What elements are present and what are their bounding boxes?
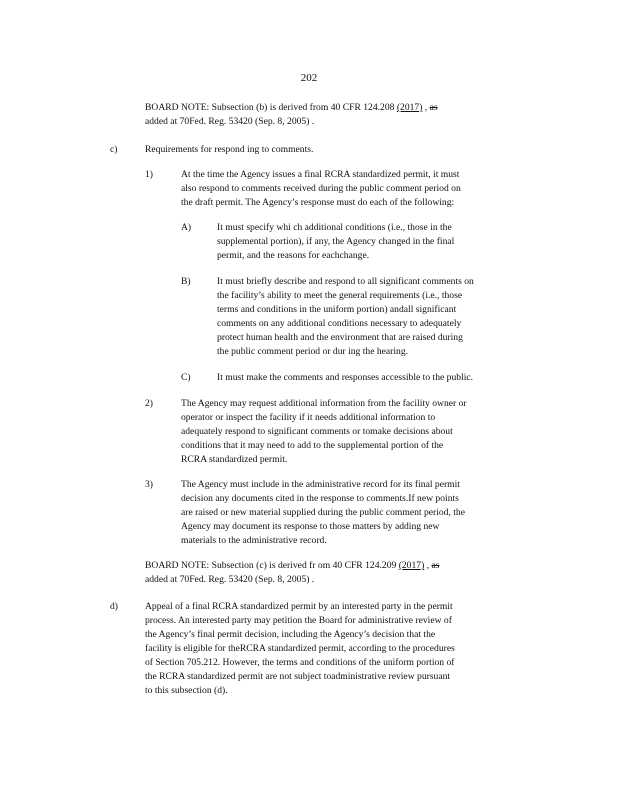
text-line: permit, and the reasons for eachchange. <box>217 250 370 261</box>
board-note-text: , <box>422 102 430 113</box>
text-line: The Agency must include in the administrative record for its final permit <box>181 479 460 490</box>
text-line: materials to the administrative record. <box>181 535 327 546</box>
item-c2-text <box>181 397 467 467</box>
text-line: the facility’s ability to meet the general requirements (i.e., those <box>217 290 463 301</box>
text-line: of Section 705.212. However, the terms and conditions of the uniform portion of <box>145 657 455 668</box>
text-line: decision any documents cited in the response to comments.If new points <box>181 493 459 504</box>
text-line: comments on any additional conditions necessary to adequately <box>217 318 462 329</box>
section-c-heading: Requirements for respond ing to comments. <box>145 144 314 155</box>
text-line: the draft permit. The Agency’s response must do each of the following: <box>181 197 455 208</box>
board-note-text: BOARD NOTE: Subsection (b) is derived from 40 CFR 124.208 <box>145 102 397 113</box>
text-line: It must specify whi ch additional conditions (i.e., those in the <box>217 222 452 233</box>
subitem-c-label: C) <box>181 372 191 383</box>
text-line: RCRA standardized permit. <box>181 454 288 465</box>
section-d-text <box>145 600 455 698</box>
text-line: to this subsection (d). <box>145 685 228 696</box>
text-line: It must briefly describe and respond to all significant comments on <box>217 276 474 287</box>
text-line: It must make the comments and responses accessible to the public. <box>217 372 474 383</box>
text-line: process. An interested party may petition the Board for administrative review of <box>145 615 452 626</box>
text-line: terms and conditions in the uniform portion) andall significant <box>217 304 457 315</box>
deleted-text: as <box>429 102 438 113</box>
section-d-label: d) <box>110 601 118 612</box>
text-line: protect human health and the environment that are raised during <box>217 332 463 343</box>
deleted-text: as <box>431 560 440 571</box>
board-note-b-line-2: added at 70Fed. Reg. 53420 (Sep. 8, 2005) . <box>145 116 315 127</box>
board-note-text: BOARD NOTE: Subsection (c) is derived fr om 40 CFR 124.209 <box>145 560 399 571</box>
text-line: facility is eligible for theRCRA standardized permit, according to the procedures <box>145 643 455 654</box>
text-line: The Agency may request additional information from the facility owner or <box>181 398 467 409</box>
subitem-b-text <box>217 275 474 359</box>
board-note-b <box>145 101 438 129</box>
board-note-b-line-1 <box>145 101 438 115</box>
text-line: At the time the Agency issues a final RCRA standardized permit, it must <box>181 169 460 180</box>
board-note-c <box>145 559 439 587</box>
section-c-label: c) <box>110 144 118 155</box>
item-c3-label: 3) <box>145 479 153 490</box>
text-line: Agency may document its response to those matters by adding new <box>181 521 440 532</box>
text-line: are raised or new material supplied during the public comment period, the <box>181 507 465 518</box>
subitem-a-text <box>217 221 454 263</box>
item-c1-text <box>181 168 461 210</box>
subitem-a-label: A) <box>181 222 192 233</box>
board-note-c-line-2: added at 70Fed. Reg. 53420 (Sep. 8, 2005) . <box>145 574 315 585</box>
text-line: adequately respond to significant comments or tomake decisions about <box>181 426 453 437</box>
page-number: 202 <box>300 72 318 84</box>
text-line: Appeal of a final RCRA standardized permit by an interested party in the permit <box>145 601 453 612</box>
text-line: also respond to comments received during the public comment period on <box>181 183 461 194</box>
text-line: operator or inspect the facility if it needs additional information to <box>181 412 436 423</box>
inserted-text: (2017) <box>398 560 425 571</box>
inserted-text: (2017) <box>396 102 423 113</box>
subitem-c-text <box>217 371 473 385</box>
item-c2-label: 2) <box>145 398 153 409</box>
text-line: the public comment period or dur ing the hearing. <box>217 346 409 357</box>
board-note-c-line-1 <box>145 559 439 573</box>
item-c1-label: 1) <box>145 169 153 180</box>
text-line: the RCRA standardized permit are not subject toadministrative review pursuant <box>145 671 451 682</box>
board-note-text: , <box>424 560 432 571</box>
text-line: conditions that it may need to add to the supplemental portion of the <box>181 440 444 451</box>
subitem-b-label: B) <box>181 276 191 287</box>
item-c3-text <box>181 478 465 548</box>
text-line: supplemental portion), if any, the Agency changed in the final <box>217 236 455 247</box>
text-line: the Agency’s final permit decision, including the Agency’s decision that the <box>145 629 436 640</box>
